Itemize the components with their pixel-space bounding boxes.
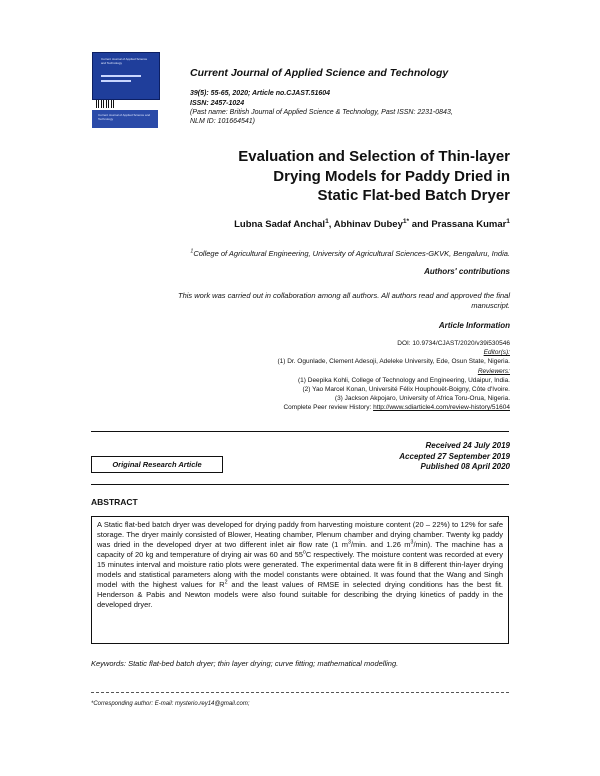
abstract-sup: o bbox=[302, 549, 306, 556]
author-list bbox=[234, 219, 510, 230]
volume-line: 39(5): 55-65, 2020; Article no.CJAST.51604 bbox=[190, 90, 331, 97]
affiliation-sup: 1 bbox=[190, 248, 194, 255]
abstract-text: and the least values of RMSE in selected drying conditions has the best fit. Henderson & Pabis and Newton models were also found suitable for describing the drying kinetics of paddy in the developed dryer. bbox=[97, 580, 503, 609]
title-line: Evaluation and Selection of Thin-layer bbox=[238, 148, 510, 165]
doi: DOI: 10.9734/CJAST/2020/v39i530546 bbox=[397, 340, 510, 347]
author-sup: 1 bbox=[325, 217, 329, 225]
abstract-sup: 2 bbox=[224, 579, 228, 586]
keywords: Keywords: Static flat-bed batch dryer; thin layer drying; curve fitting; mathematical modelling. bbox=[91, 659, 399, 668]
reviewers-label: Reviewers: bbox=[477, 367, 510, 375]
issn: ISSN: 2457-1024 bbox=[190, 100, 245, 107]
journal-banner-thumbnail bbox=[92, 110, 158, 128]
author-separator: and bbox=[409, 219, 432, 230]
corresponding-author-footnote: *Corresponding author: E-mail: mysterio.rey14@gmail.com; bbox=[91, 701, 250, 707]
barcode-image bbox=[96, 100, 115, 108]
contributions-heading: Authors' contributions bbox=[424, 267, 510, 276]
journal-cover-thumbnail bbox=[92, 52, 160, 100]
journal-name: Current Journal of Applied Science and Technology bbox=[190, 67, 449, 79]
cover-title: Current Journal of Applied Science and Technology bbox=[101, 57, 148, 65]
editors-label: Editor(s): bbox=[483, 349, 510, 357]
published-date: Published 08 April 2020 bbox=[420, 462, 510, 471]
reviewer-entry: (1) Deepika Kohli, College of Technology and Engineering, Udaipur, India. bbox=[298, 376, 510, 384]
article-type-badge: Original Research Article bbox=[91, 456, 223, 473]
contributions-line: This work was carried out in collaboration among all authors. All authors read and approved the final bbox=[178, 291, 510, 300]
cover-decoration bbox=[101, 80, 131, 82]
reviewer-entry: (2) Yao Marcel Konan, Université Félix Houphouët-Boigny, Côte d'Ivoire. bbox=[302, 386, 510, 394]
author-name: Prassana Kumar bbox=[431, 219, 507, 230]
contributions-text bbox=[70, 291, 510, 311]
affiliation bbox=[190, 249, 510, 258]
author-sup: 1 bbox=[506, 217, 510, 225]
abstract-sup: 3 bbox=[410, 539, 414, 546]
title-line: Static Flat-bed Batch Dryer bbox=[317, 187, 510, 204]
article-info-heading: Article Information bbox=[438, 321, 510, 330]
past-name: (Past name: British Journal of Applied Science & Technology, Past ISSN: 2231-0843, bbox=[190, 109, 453, 116]
abstract-text: /min. and 1.26 m bbox=[350, 540, 411, 549]
article-dates bbox=[399, 441, 510, 473]
banner-title: Current Journal of Applied Science and Technology bbox=[98, 113, 151, 121]
abstract-heading: ABSTRACT bbox=[91, 497, 138, 507]
abstract-text: C respectively. The moisture content was recorded at every 15 minutes interval and moisture ratio plots were generated. The experimental data were fit in 8 different thin-layer drying models and statistical parameters along with the model constants were obtained. It was found that the Wang and Singh model with the highest values for R bbox=[97, 550, 503, 589]
abstract-body bbox=[91, 516, 509, 644]
abstract-text: A Static flat-bed batch dryer was developed for drying paddy from harvesting moisture content (20 – 22%) to 12% for safe storage. The dryer mainly consisted of Blower, Heating chamber, Plenum chamber and drying chamber. Twenty kg paddy was dried in the developed dryer at two different inlet air flow rate (1 m bbox=[97, 520, 503, 549]
review-history-label: Complete Peer review History: bbox=[283, 404, 374, 412]
author-separator: , bbox=[328, 219, 334, 230]
affiliation-text: College of Agricultural Engineering, University of Agricultural Sciences-GKVK, Bengaluru, India. bbox=[193, 249, 510, 258]
author-name: Abhinav Dubey bbox=[333, 219, 403, 230]
cover-decoration bbox=[101, 75, 141, 77]
accepted-date: Accepted 27 September 2019 bbox=[399, 451, 510, 461]
footnote-divider bbox=[91, 692, 509, 694]
divider bbox=[91, 484, 509, 485]
reviewer-entry: (3) Jackson Akpojaro, University of Africa Toru-Orua, Nigeria. bbox=[334, 395, 510, 403]
abstract-text: /min). The machine has a capacity of 20 kg and temperature of drying air was 60 and 55 bbox=[97, 540, 503, 559]
paper-title bbox=[170, 147, 510, 206]
review-history bbox=[110, 403, 510, 412]
article-info bbox=[110, 339, 510, 413]
editor-entry: (1) Dr. Ogunlade, Clement Adesoji, Adeleke University, Ede, Osun State, Nigeria. bbox=[277, 358, 510, 366]
abstract-sup: 3 bbox=[347, 539, 351, 546]
author-sup: 1* bbox=[402, 217, 410, 225]
review-history-link[interactable]: http://www.sdiarticle4.com/review-history/51604 bbox=[373, 404, 510, 412]
title-line: Drying Models for Paddy Dried in bbox=[273, 167, 510, 185]
contributions-line: manuscript. bbox=[471, 301, 510, 310]
received-date: Received 24 July 2019 bbox=[425, 441, 510, 450]
divider bbox=[91, 431, 509, 432]
author-name: Lubna Sadaf Anchal bbox=[234, 219, 326, 230]
nlm-id: NLM ID: 101664541) bbox=[190, 118, 255, 125]
